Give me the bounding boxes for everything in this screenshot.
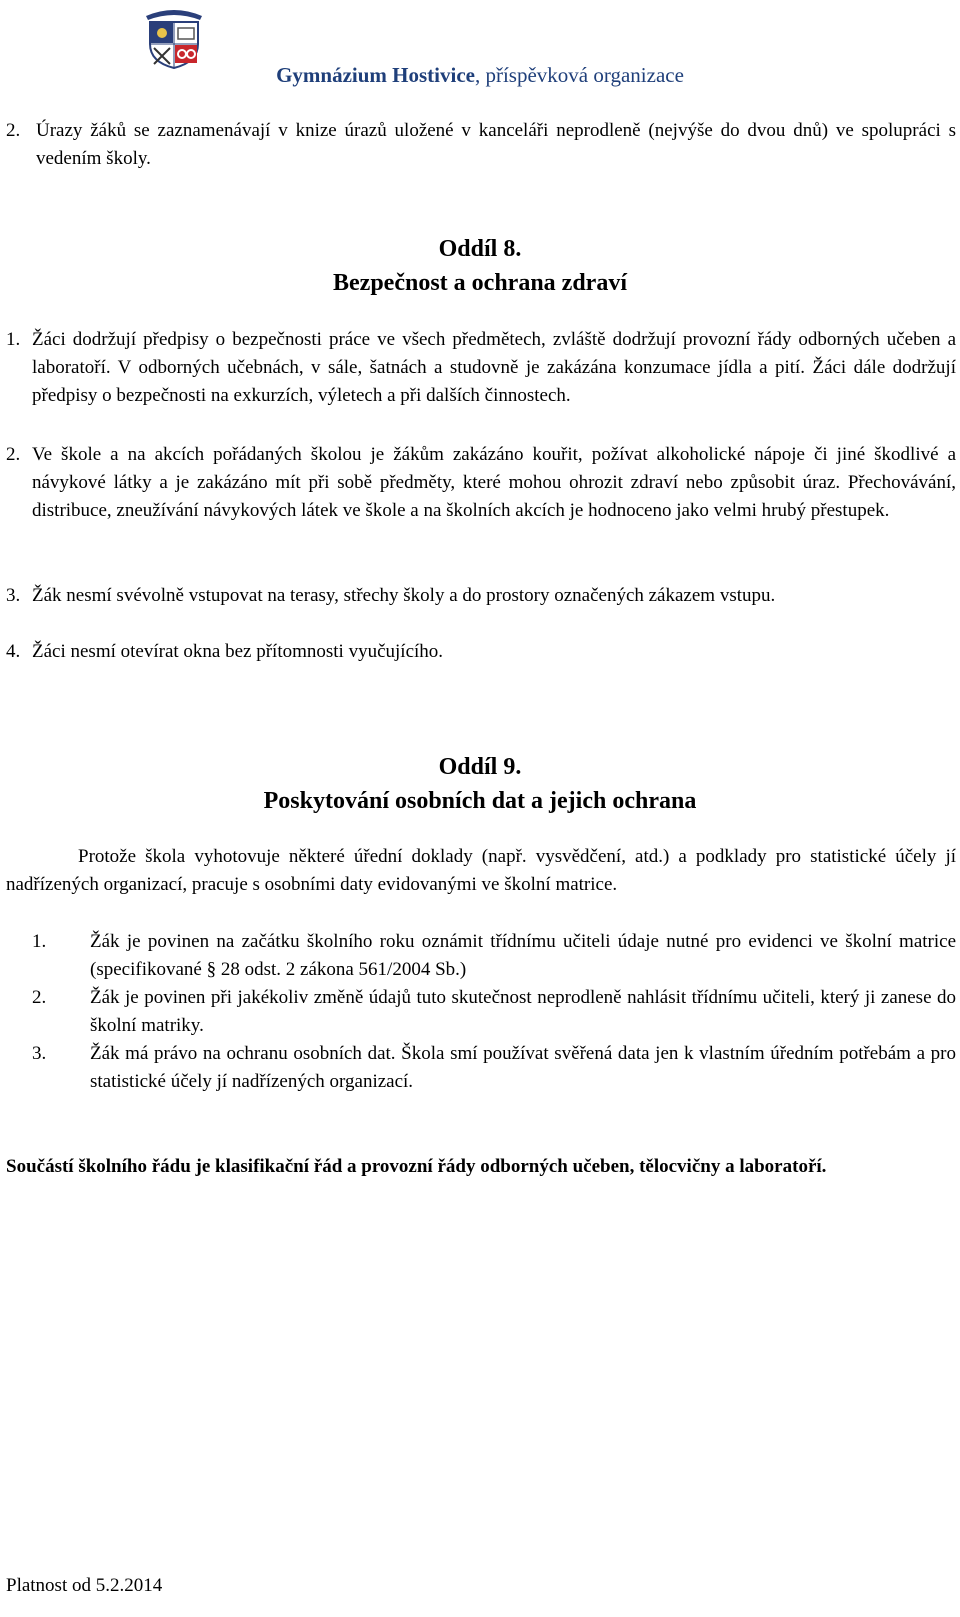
section8-item-3: [6, 582, 956, 610]
section9-item-2-text: Žák je povinen při jakékoliv změně údajů tuto skutečnost neprodleně nahlásit třídnímu učiteli, který ji zanese do školní matriky.: [90, 987, 956, 1036]
section8-item-3-number: 3.: [6, 585, 21, 606]
section9-item-3-text: Žák má právo na ochranu osobních dat. Škola smí používat svěřená data jen k vlastním úředním potřebám a pro statistické účely jí nadřízených organizací.: [90, 1043, 956, 1092]
section8-item-1-number: 1.: [6, 329, 21, 350]
section9-item-3: [6, 1040, 956, 1096]
section8-item-1-text: Žáci dodržují předpisy o bezpečnosti práce ve všech předmětech, zvláště dodržují provozní řády odborných učeben a laboratoří. V odborných učebnách, v sále, šatnách a studovně je zakázána konzumace jídla a pití. Žáci dále dodržují předpisy o bezpečnosti na exkurzích, výletech a při dalších činnostech.: [32, 329, 956, 406]
section8-item-2-text: Ve škole a na akcích pořádaných školou je žákům zakázáno kouřit, požívat alkoholické nápoje či jiné škodlivé a návykové látky a je zakázáno mít při sobě předměty, které mohou ohrozit zdraví nebo způsobit úraz. Přechovávání, distribuce, zneužívání návykových látek ve škole a na školních akcích je hodnoceno jako velmi hrubý přestupek.: [32, 444, 956, 521]
section9-item-1: [6, 928, 956, 984]
section9-intro-paragraph: Protože škola vyhotovuje některé úřední doklady (např. vysvědčení, atd.) a podklady pro statistické účely jí nadřízených organizací, pracuje s osobními daty evidovanými ve školní matrice.: [6, 846, 956, 895]
section9-subtitle: Poskytování osobních dat a jejich ochrana: [263, 788, 697, 814]
org-name-rest: , příspěvková organizace: [474, 63, 684, 87]
validity-footer: Platnost od 5.2.2014: [6, 1575, 163, 1596]
section9-item-3-number: 3.: [32, 1043, 47, 1064]
section8-item-4: [6, 638, 956, 666]
section8-item-2: [6, 441, 956, 525]
section9-item-1-number: 1.: [32, 931, 47, 952]
section8-item-4-number: 4.: [6, 641, 21, 662]
section8-item-3-text: Žák nesmí svévolně vstupovat na terasy, střechy školy a do prostory označených zákazem vstupu.: [32, 585, 776, 606]
section8-item-2-number: 2.: [6, 444, 21, 465]
section8-title: Oddíl 8.: [438, 236, 522, 262]
intro-list-item: [6, 117, 956, 173]
section9-item-2: [6, 984, 956, 1040]
section9-item-1-text: Žák je povinen na začátku školního roku oznámit třídnímu učiteli údaje nutné pro evidenci ve školní matrice (specifikované § 28 odst. 2 zákona 561/2004 Sb.): [90, 931, 956, 980]
org-title: [0, 60, 960, 90]
intro-item-text: Úrazy žáků se zaznamenávají v knize úrazů uložené v kanceláři neprodleně (nejvýše do dvou dnů) ve spolupráci s vedením školy.: [36, 120, 956, 169]
section8-subtitle: Bezpečnost a ochrana zdraví: [333, 270, 627, 296]
section9-item-2-number: 2.: [32, 987, 47, 1008]
org-name-bold: Gymnázium Hostivice: [276, 63, 475, 87]
closing-statement: Součástí školního řádu je klasifikační řád a provozní řády odborných učeben, tělocvičny a laboratoří.: [6, 1156, 827, 1177]
section9-title: Oddíl 9.: [438, 754, 522, 780]
section8-item-4-text: Žáci nesmí otevírat okna bez přítomnosti vyučujícího.: [32, 641, 444, 662]
intro-item-number: 2.: [6, 120, 21, 141]
section8-item-1: [6, 326, 956, 410]
